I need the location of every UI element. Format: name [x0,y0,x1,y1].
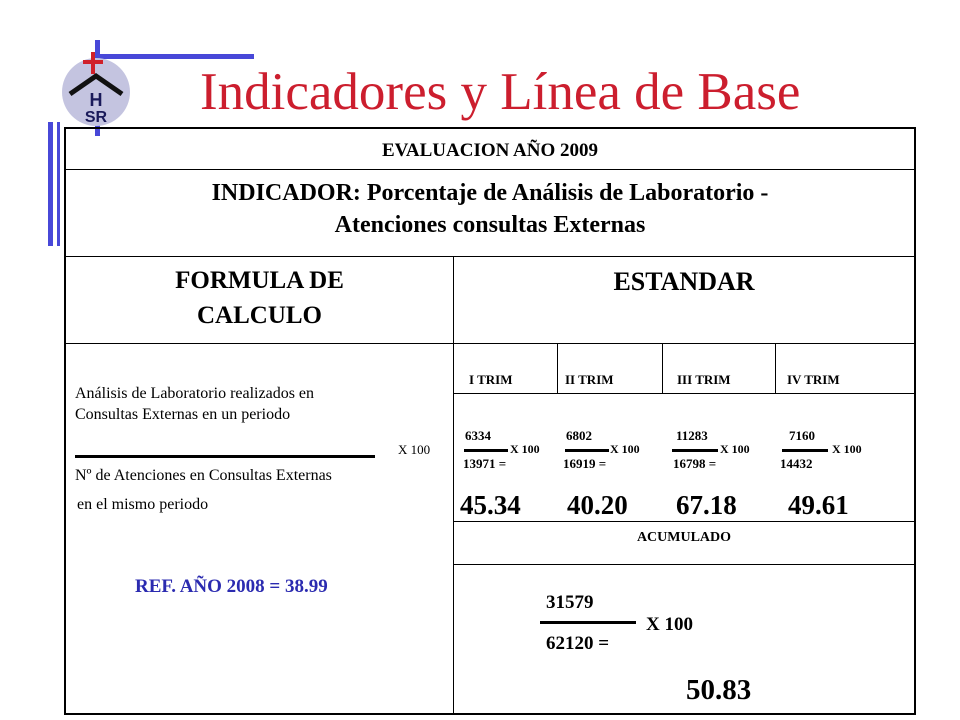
logo-text-h: H [89,90,103,110]
standard-header: ESTANDAR [613,267,755,296]
rule-after-indicator [66,256,914,257]
cumulative-denominator: 62120 = [546,633,610,654]
quarter-2-numerator: 6802 [566,428,592,443]
quarter-3-result: 67.18 [676,490,737,520]
decor-bar-left-3 [57,122,60,246]
quarter-3-denominator: 16798 = [673,456,717,471]
formula-header-line-1: FORMULA DE [175,267,344,294]
evaluation-year: EVALUACION AÑO 2009 [381,140,599,161]
rule-after-headers [66,343,914,344]
quarter-2-denominator: 16919 = [563,456,607,471]
quarter-3-fraction-line [672,449,718,452]
formula-numerator-line-1: Análisis de Laboratorio realizados en [75,385,315,402]
indicator-line-2: Atenciones consultas Externas [334,212,646,238]
formula-denominator-line-1: Nº de Atenciones en Consultas Externas [75,467,332,484]
cumulative-fraction-line [540,621,636,624]
rule-after-evaluation [66,169,914,170]
quarter-3-multiplier: X 100 [720,442,750,456]
quarter-1-result: 45.34 [460,490,521,520]
formula-multiplier: X 100 [398,442,431,457]
rule-after-quarter-labels [454,393,914,394]
quarter-label-2: II TRIM [565,372,614,387]
quarter-label-1: I TRIM [469,372,513,387]
formula-denominator-line-2: en el mismo periodo [77,496,209,513]
cumulative-label: ACUMULADO [636,530,732,545]
quarter-2-multiplier: X 100 [610,442,640,456]
formula-numerator-line-2: Consultas Externas en un periodo [75,406,291,423]
quarter-label-4: IV TRIM [787,372,840,387]
quarter-3-numerator: 11283 [676,428,708,443]
logo-text-sr: SR [84,109,108,126]
cumulative-result: 50.83 [686,674,752,706]
reference-value: REF. AÑO 2008 = 38.99 [135,576,328,597]
quarter-divider-3 [775,343,776,393]
rule-after-cumulative-label [454,564,914,565]
quarter-4-multiplier: X 100 [832,442,862,456]
quarter-4-numerator: 7160 [789,428,815,443]
quarter-2-result: 40.20 [567,490,628,520]
quarter-divider-1 [557,343,558,393]
hospital-logo-icon [56,50,136,130]
indicator-line-1: INDICADOR: Porcentaje de Análisis de Laboratorio - [211,180,769,206]
cumulative-numerator: 31579 [546,592,594,613]
quarter-1-numerator: 6334 [465,428,491,443]
quarter-4-result: 49.61 [788,490,849,520]
formula-header-line-2: CALCULO [196,302,322,329]
page-title: Indicadores y Línea de Base [200,63,801,121]
quarter-4-fraction-line [782,449,828,452]
formula-fraction-line [75,455,375,458]
cumulative-multiplier: X 100 [646,614,693,635]
quarter-1-fraction-line [464,449,508,452]
column-divider [453,256,454,714]
rule-before-cumulative [454,521,914,522]
decor-bar-left-2 [48,122,53,246]
quarter-1-multiplier: X 100 [510,442,540,456]
quarter-divider-2 [662,343,663,393]
quarter-label-3: III TRIM [677,372,731,387]
quarter-1-denominator: 13971 = [463,456,507,471]
quarter-4-denominator: 14432 [780,456,813,471]
quarter-2-fraction-line [565,449,609,452]
